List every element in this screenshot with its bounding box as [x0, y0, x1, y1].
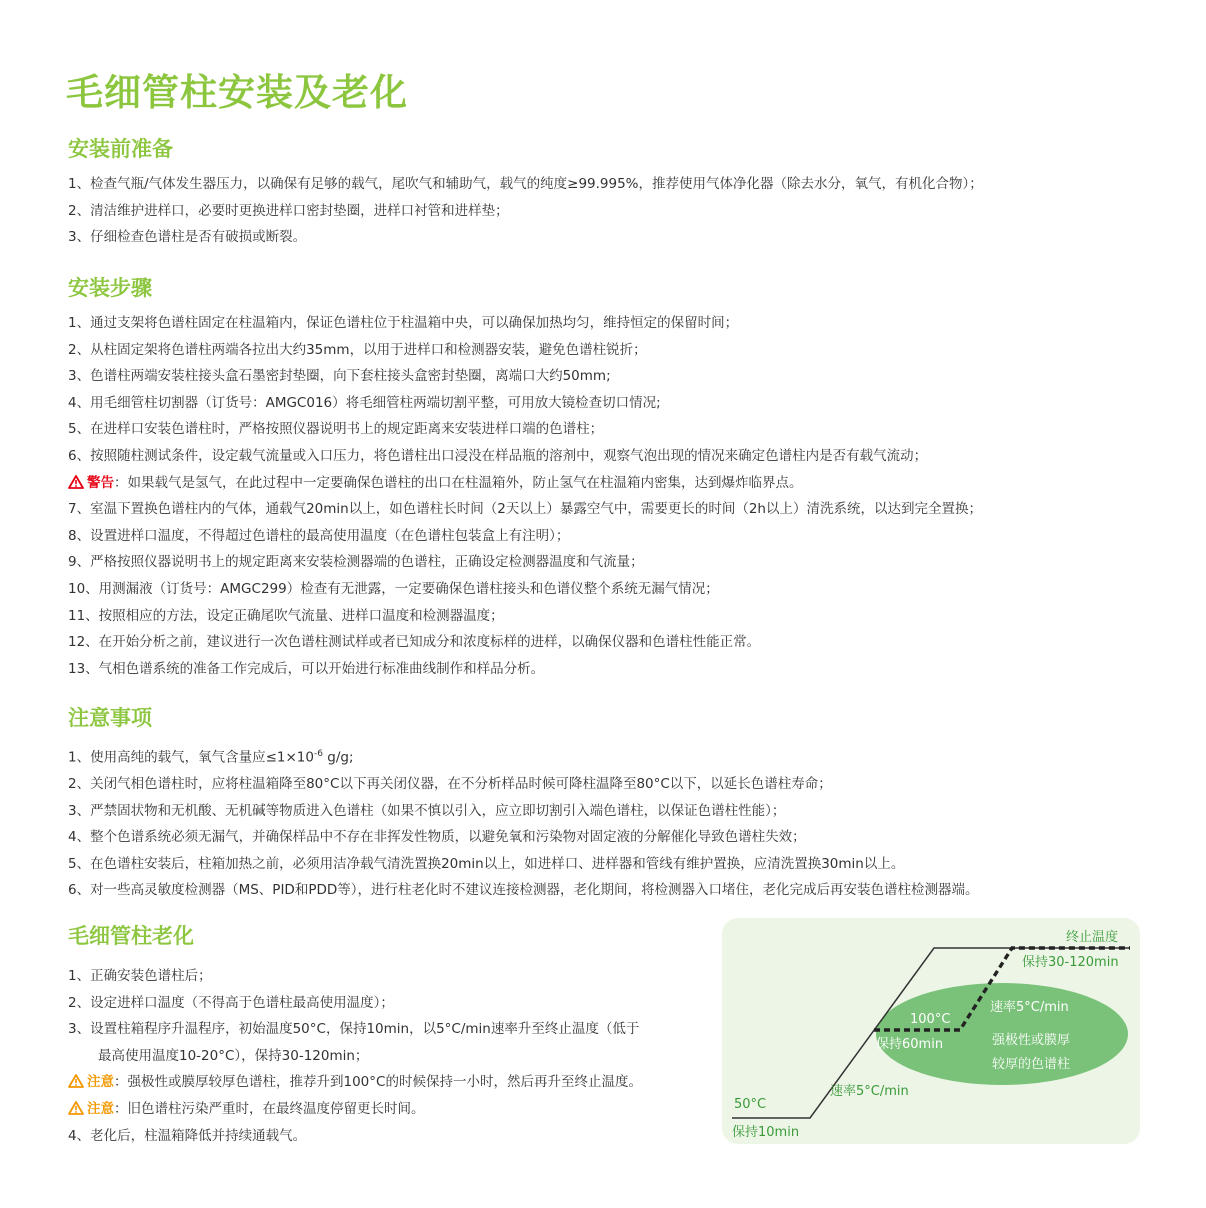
list-item-continued [68, 1043, 642, 1070]
list-item: 9、严格按照仪器说明书上的规定距离来安装检测器端的色谱柱，正确设定检测器温度和气流量； [68, 554, 644, 571]
list-item: 3、色谱柱两端安装柱接头盒石墨密封垫圈，向下套柱接头盒密封垫圈，离端口大约50mm; [68, 368, 611, 385]
ellipse-label-line2: 较厚的色谱柱 [992, 1057, 1071, 1072]
steps-list [68, 310, 982, 682]
start-temp-label: 50°C [734, 1097, 767, 1112]
list-item: 1、检查气瓶/气体发生器压力，以确保有足够的载气，尾吹气和辅助气，载气的纯度≥99.995%，推荐使用气体净化器（除去水分，氧气，有机化合物）； [68, 176, 983, 192]
warning-icon [68, 475, 84, 489]
list-item [68, 741, 979, 771]
warning-item [68, 470, 982, 497]
caution-icon [68, 1074, 84, 1088]
list-item: 4、老化后，柱温箱降低并持续通载气。 [68, 1127, 307, 1144]
exponent: -6 [313, 749, 323, 759]
list-item: 3、仔细检查色谱柱是否有破损或断裂。 [68, 229, 307, 246]
list-item: 8、设置进样口温度，不得超过色谱柱的最高使用温度（在色谱柱包装盒上有注明）； [68, 527, 570, 544]
aging-diagram-panel [722, 918, 1140, 1144]
list-item: 3、严禁固状物和无机酸、无机碱等物质进入色谱柱（如果不慎以引入，应立即切割引入端色谱柱，以保证色谱柱性能）； [68, 802, 786, 819]
list-item: 2、关闭气相色谱柱时，应将柱温箱降至80°C以下再关闭仪器，在不分析样品时候可降柱温降至80°C以下，以延长色谱柱寿命； [68, 776, 832, 793]
mid-temp-label: 100°C [910, 1012, 951, 1027]
ramp-low-label: 速率5°C/min [830, 1084, 909, 1099]
list-item: 10、用测漏液（订货号：AMGC299）检查有无泄露，一定要确保色谱柱接头和色谱仪整个系统无漏气情况； [68, 580, 719, 597]
section-heading-notes: 注意事项 [68, 706, 152, 730]
note-label: 注意 [87, 1100, 114, 1117]
note-label: 注意 [87, 1074, 114, 1091]
start-hold-label: 保持10min [732, 1125, 800, 1140]
prep-list [68, 171, 983, 251]
caution-icon [68, 1101, 84, 1115]
list-item: 2、清洁维护进样口，必要时更换进样口密封垫圈，进样口衬管和进样垫； [68, 202, 509, 219]
section-heading-steps: 安装步骤 [68, 276, 152, 300]
ellipse-label-line1: 强极性或膜厚 [992, 1033, 1071, 1048]
list-item: 12、在开始分析之前，建议进行一次色谱柱测试样或者已知成分和浓度标样的进样，以确保仪器和色谱柱性能正常。 [68, 634, 761, 651]
note-item [68, 1096, 642, 1123]
temperature-program-diagram [722, 918, 1140, 1144]
list-item: 4、用毛细管柱切割器（订货号：AMGC016）将毛细管柱两端切割平整，可用放大镜检查切口情况; [68, 394, 661, 411]
list-item: 11、按照相应的方法，设定正确尾吹气流量、进样口温度和检测器温度； [68, 607, 504, 624]
list-item: 2、从柱固定架将色谱柱两端各拉出大约35mm，以用于进样口和检测器安装，避免色谱柱锐折； [68, 341, 647, 358]
page-title: 毛细管柱安装及老化 [66, 71, 408, 114]
section-heading-aging: 毛细管柱老化 [68, 924, 194, 948]
warning-label: 警告 [87, 474, 114, 491]
list-item: 5、在色谱柱安装后，柱箱加热之前，必须用洁净载气清洗置换20min以上，如进样口、进样器和管线有维护置换，应清洗置换30min以上。 [68, 855, 905, 872]
mid-hold-label: 保持60min [876, 1037, 944, 1052]
note-item [68, 1069, 642, 1096]
list-item: 4、整个色谱系统必须无漏气，并确保样品中不存在非挥发性物质，以避免氧和污染物对固定液的分解催化导致色谱柱失效； [68, 829, 806, 846]
section-heading-prep: 安装前准备 [68, 137, 173, 161]
list-item: 6、按照随柱测试条件，设定载气流量或入口压力，将色谱柱出口浸没在样品瓶的溶剂中，观察气泡出现的情况来确定色谱柱内是否有载气流动； [68, 447, 928, 464]
list-item: 13、气相色谱系统的准备工作完成后，可以开始进行标准曲线制作和样品分析。 [68, 660, 545, 677]
list-item: 3、设置柱箱程序升温程序，初始温度50°C，保持10min，以5°C/min速率升至终止温度（低于 [68, 1021, 640, 1038]
aging-list [68, 963, 642, 1149]
end-temp-label: 终止温度 [1066, 930, 1119, 945]
list-item: 6、对一些高灵敏度检测器（MS、PID和PDD等），进行柱老化时不建议连接检测器，老化期间，将检测器入口堵住，老化完成后再安装色谱柱检测器端。 [68, 882, 979, 899]
note-text: ：旧色谱柱污染严重时，在最终温度停留更长时间。 [114, 1100, 425, 1117]
list-item: 7、室温下置换色谱柱内的气体，通载气20min以上，如色谱柱长时间（2天以上）暴露空气中，需要更长的时间（2h以上）清洗系统，以达到完全置换； [68, 501, 982, 518]
list-item: 1、通过支架将色谱柱固定在柱温箱内，保证色谱柱位于柱温箱中央，可以确保加热均匀，维持恒定的保留时间； [68, 315, 739, 331]
warning-text: ：如果载气是氢气，在此过程中一定要确保色谱柱的出口在柱温箱外，防止氢气在柱温箱内密集，达到爆炸临界点。 [114, 474, 803, 491]
notes-list [68, 741, 979, 904]
note-text-unit: g/g; [322, 749, 354, 766]
end-hold-label: 保持30-120min [1022, 955, 1119, 970]
list-item: 1、正确安装色谱柱后； [68, 968, 212, 984]
ramp-high-label: 速率5°C/min [990, 1000, 1069, 1015]
note-text: 1、使用高纯的载气，氧气含量应≤1×10 [68, 749, 314, 766]
list-item-continued-text: 最高使用温度10-20°C），保持30-120min； [98, 1047, 369, 1064]
list-item: 5、在进样口安装色谱柱时，严格按照仪器说明书上的规定距离来安装进样口端的色谱柱； [68, 421, 604, 438]
note-text: ：强极性或膜厚较厚色谱柱，推荐升到100°C的时候保持一小时，然后再升至终止温度。 [114, 1074, 642, 1091]
list-item: 2、设定进样口温度（不得高于色谱柱最高使用温度）； [68, 994, 394, 1011]
